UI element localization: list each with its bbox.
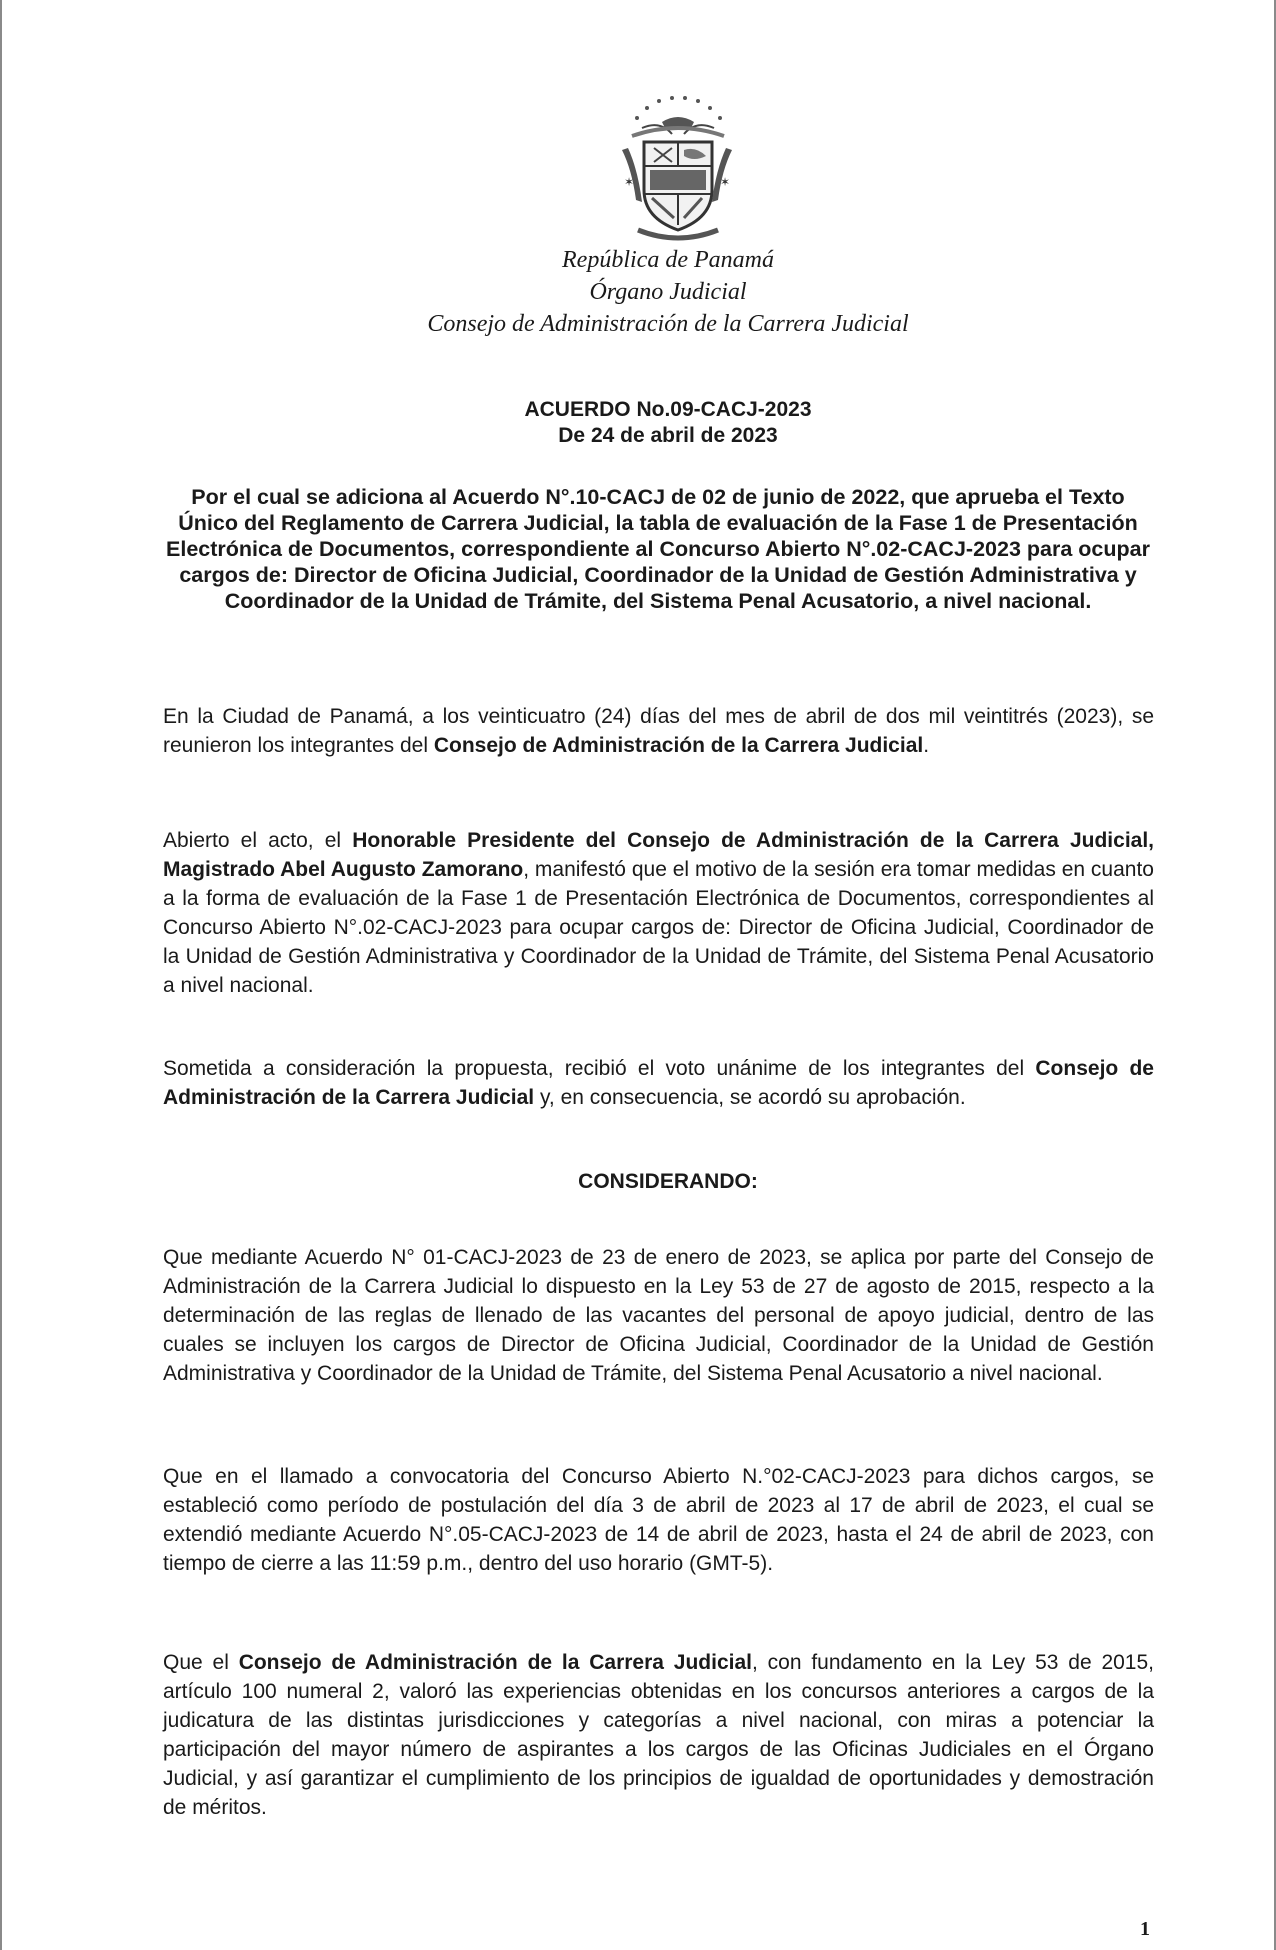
header-line-council: Consejo de Administración de la Carrera Judicial — [427, 311, 909, 337]
paragraph-whereas-1: Que mediante Acuerdo N° 01-CACJ-2023 de 23 de enero de 2023, se aplica por parte del Consejo de Administración de la Carrera Judicial lo dispuesto en la Ley 53 de 27 de agosto de 2015, respecto a la determinación de las reglas de llenado de las vacantes del personal de apoyo judicial, dentro de las cuales se incluyen los cargos de Director de Oficina Judicial, Coordinador de la Unidad de Gestión Administrativa y Coordinador de la Unidad de Trámite, del Sistema Penal Acusatorio a nivel nacional. — [163, 1246, 1154, 1385]
header-line-organ: Órgano Judicial — [589, 279, 747, 305]
svg-text:✶: ✶ — [720, 175, 731, 189]
page-number: 1 — [1140, 1918, 1150, 1940]
paragraph-opening — [163, 826, 1154, 1000]
paragraph-bold-text: Consejo de Administración de la Carrera Judicial — [238, 1651, 752, 1674]
header-line-republic: República de Panamá — [562, 247, 774, 273]
paragraph-meeting — [163, 702, 1154, 760]
paragraph-text: . — [923, 734, 930, 757]
svg-text:✶: ✶ — [624, 175, 635, 189]
agreement-title — [0, 397, 1276, 449]
paragraph-bold-text: Honorable Presidente del Consejo de Administración de la Carrera Judicial, Magistrado Abel Augusto Zamorano — [163, 829, 1154, 881]
section-heading-considerando: CONSIDERANDO: — [578, 1170, 758, 1193]
coat-of-arms-icon — [602, 90, 752, 245]
agreement-summary: Por el cual se adiciona al Acuerdo N°.10-CACJ de 02 de junio de 2022, que aprueba el Texto Único del Reglamento de Carrera Judicial, la tabla de evaluación de la Fase 1 de Presentación Electrónica de Documentos, correspondiente al Concurso Abierto N°.02-CACJ-2023 para ocupar cargos de: Director de Oficina Judicial, Coordinador de la Unidad de Gestión Administrativa y Coordinador de la Unidad de Trámite, del Sistema Penal Acusatorio, a nivel nacional. — [166, 485, 1150, 613]
paragraph-text: Abierto el acto, el — [163, 829, 353, 852]
paragraph-text: , manifestó que el motivo de la sesión era tomar medidas en cuanto a la forma de evaluación de la Fase 1 de Presentación Electrónica de Documentos, correspondientes al Concurso Abierto N°.02-CACJ-2023 para ocupar cargos de: Director de Oficina Judicial, Coordinador de la Unidad de Gestión Administrativa y Coordinador de la Unidad de Trámite, del Sistema Penal Acusatorio a nivel nacional. — [163, 858, 1154, 997]
agreement-date: De 24 de abril de 2023 — [558, 424, 778, 447]
paragraph-whereas-3 — [163, 1648, 1154, 1822]
paragraph-text: En la Ciudad de Panamá, a los veinticuatro (24) días del mes de abril de dos mil veintitrés (2023), se reunieron los integrantes del — [163, 705, 1154, 757]
paragraph-text: y, en consecuencia, se acordó su aprobación. — [534, 1086, 966, 1109]
paragraph-bold-text: Consejo de Administración de la Carrera Judicial — [163, 1057, 1154, 1109]
paragraph-text: Que el — [163, 1651, 239, 1674]
agreement-number: ACUERDO No.09-CACJ-2023 — [524, 398, 812, 421]
paragraph-text: , con fundamento en la Ley 53 de 2015, artículo 100 numeral 2, valoró las experiencias obtenidas en los concursos anteriores a cargos de la judicatura de las distintas jurisdicciones y categorías a nivel nacional, con miras a potenciar la participación del mayor número de aspirantes a los cargos de las Oficinas Judiciales en el Órgano Judicial, y así garantizar el cumplimiento de los principios de igualdad de oportunidades y demostración de méritos. — [163, 1651, 1154, 1819]
institution-header — [0, 244, 1276, 340]
paragraph-vote — [163, 1054, 1154, 1112]
paragraph-text: Sometida a consideración la propuesta, recibió el voto unánime de los integrantes del — [163, 1057, 1036, 1080]
paragraph-bold-text: Consejo de Administración de la Carrera Judicial — [433, 734, 924, 757]
paragraph-whereas-2: Que en el llamado a convocatoria del Concurso Abierto N.°02-CACJ-2023 para dichos cargos, se estableció como período de postulación del día 3 de abril de 2023 al 17 de abril de 2023, el cual se extendió mediante Acuerdo N°.05-CACJ-2023 de 14 de abril de 2023, hasta el 24 de abril de 2023, con tiempo de cierre a las 11:59 p.m., dentro del uso horario (GMT-5). — [163, 1465, 1154, 1575]
